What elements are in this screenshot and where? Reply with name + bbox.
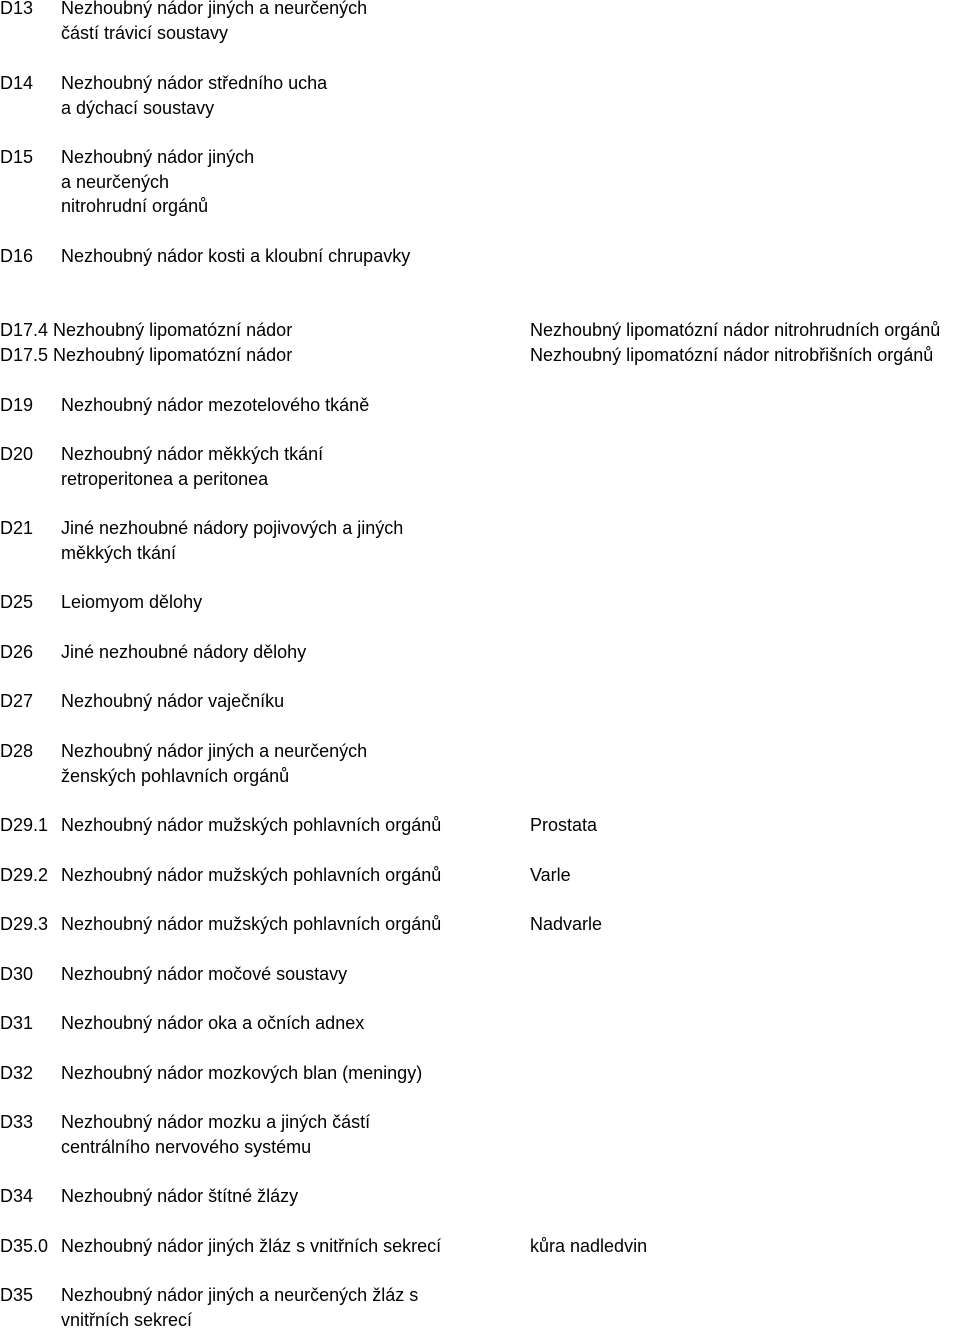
entry-description: Nezhoubný nádor jiných a neurčených ženských pohlavních orgánů: [61, 741, 368, 786]
entry-note: Nezhoubný lipomatózní nádor nitrobřišních orgánů: [530, 345, 934, 365]
entry-inline-text: D17.4 Nezhoubný lipomatózní nádor: [0, 320, 293, 340]
entry-code: D27: [0, 691, 34, 711]
entry-note: Varle: [530, 865, 571, 885]
entry-code: D29.3: [0, 914, 49, 934]
entry-code: D21: [0, 518, 34, 538]
entry-code: D20: [0, 444, 34, 464]
entry-description: Nezhoubný nádor mozkových blan (meningy): [61, 1063, 423, 1083]
entry-description: Nezhoubný nádor mozku a jiných částí centrálního nervového systému: [61, 1112, 371, 1157]
entry-note: Nezhoubný lipomatózní nádor nitrohrudních orgánů: [530, 320, 941, 340]
entry-code: D34: [0, 1186, 34, 1206]
entry-description: Nezhoubný nádor jiných a neurčených částí trávicí soustavy: [61, 0, 368, 43]
entry-description: Jiné nezhoubné nádory dělohy: [61, 642, 307, 662]
entry-description: Nezhoubný nádor měkkých tkání retroperitonea a peritonea: [61, 444, 324, 489]
entry-description: Nezhoubný nádor štítné žlázy: [61, 1186, 299, 1206]
entry-code: D35: [0, 1285, 34, 1305]
entry-description: Nezhoubný nádor jiných žláz s vnitřních sekrecí: [61, 1236, 442, 1256]
entry-code: D33: [0, 1112, 34, 1132]
entry-inline-text: D17.5 Nezhoubný lipomatózní nádor: [0, 345, 293, 365]
entry-code: D28: [0, 741, 34, 761]
entry-description: Nezhoubný nádor mezotelového tkáně: [61, 395, 370, 415]
entry-code: D30: [0, 964, 34, 984]
entry-code: D13: [0, 0, 34, 18]
entry-description: Nezhoubný nádor vaječníku: [61, 691, 285, 711]
entry-code: D26: [0, 642, 34, 662]
entry-code: D25: [0, 592, 34, 612]
entry-code: D16: [0, 246, 34, 266]
entry-code: D15: [0, 147, 34, 167]
entry-description: Nezhoubný nádor jiných a neurčených nitrohrudní orgánů: [61, 147, 255, 217]
entry-code: D32: [0, 1063, 34, 1083]
entry-description: Nezhoubný nádor močové soustavy: [61, 964, 348, 984]
entry-description: Jiné nezhoubné nádory pojivových a jiných měkkých tkání: [61, 518, 404, 563]
entry-code: D35.0: [0, 1236, 49, 1256]
entry-description: Nezhoubný nádor oka a očních adnex: [61, 1013, 365, 1033]
entry-description: Nezhoubný nádor mužských pohlavních orgánů: [61, 815, 442, 835]
entry-description: Nezhoubný nádor mužských pohlavních orgánů: [61, 914, 442, 934]
entry-description: Nezhoubný nádor kosti a kloubní chrupavky: [61, 246, 411, 266]
entry-note: Prostata: [530, 815, 598, 835]
entry-note: kůra nadledvin: [530, 1236, 648, 1256]
entry-code: D29.2: [0, 865, 49, 885]
entry-note: Nadvarle: [530, 914, 603, 934]
entry-code: D31: [0, 1013, 34, 1033]
entry-code: D19: [0, 395, 34, 415]
entry-description: Leiomyom dělohy: [61, 592, 203, 612]
entry-description: Nezhoubný nádor jiných a neurčených žláz s vnitřních sekrecí: [61, 1285, 419, 1330]
entry-code: D29.1: [0, 815, 49, 835]
entry-code: D14: [0, 73, 34, 93]
entry-description: Nezhoubný nádor středního ucha a dýchací soustavy: [61, 73, 328, 118]
entry-description: Nezhoubný nádor mužských pohlavních orgánů: [61, 865, 442, 885]
